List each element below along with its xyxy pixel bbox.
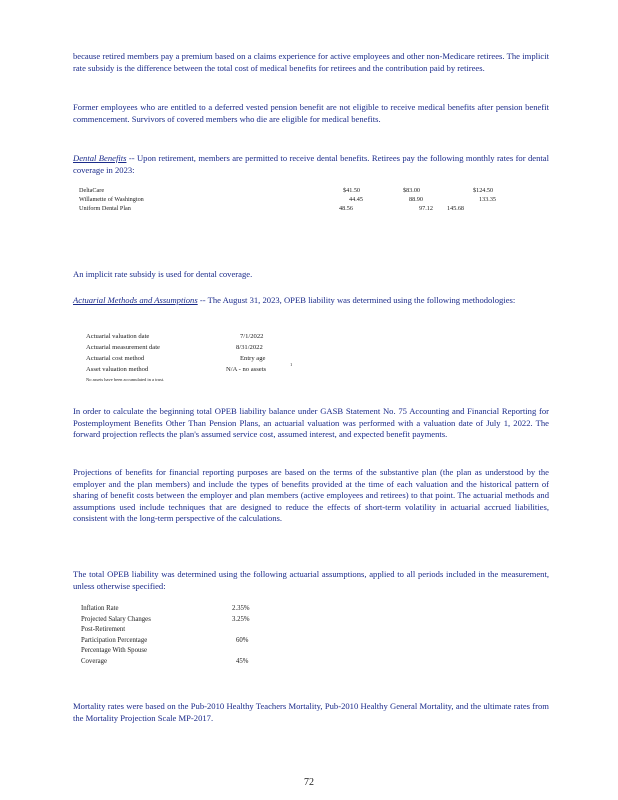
method-label: Asset valuation method [86, 366, 149, 373]
rate-cell: 44.45 [349, 196, 363, 203]
methodologies-table [86, 333, 346, 385]
method-value: N/A - no assets [226, 366, 267, 373]
table-row [79, 205, 519, 214]
assumption-label: Participation Percentage [81, 636, 148, 644]
table-row [86, 333, 346, 344]
table-row [79, 187, 519, 196]
paragraph-text: In order to calculate the beginning total OPEB liability balance under GASB Statement No. 75 Accounting and Financial Reporting for Postemployment Benefits Other Than Pension Plans, an actuarial valuation was performed with a valuation date of July 1, 2022. The forward projection reflects the plan's assumed service cost, assumed interest, and expected benefit payments. [73, 406, 549, 439]
paragraph-mortality [73, 701, 549, 724]
paragraph-projections [73, 467, 549, 525]
plan-name: DeltaCare [79, 187, 105, 194]
rate-cell: 97.12 [419, 205, 433, 212]
paragraph-implicit-subsidy [73, 51, 549, 74]
paragraph-text: Former employees who are entitled to a deferred vested pension benefit are not eligible to receive medical benefits after pension benefit commencement. Survivors of covered members who die are eligible for medical benefits. [73, 102, 549, 124]
method-value: Entry age [240, 355, 266, 362]
assumption-label: Inflation Rate [81, 605, 119, 612]
assumption-value: 2.35% [232, 605, 250, 612]
table-row [81, 616, 281, 627]
table-row [79, 196, 519, 205]
rate-cell: 48.56 [339, 205, 353, 212]
paragraph-text: -- Upon retirement, members are permitted to receive dental benefits. Retirees pay the following monthly rates for dental coverage in 2023: [73, 153, 549, 175]
rate-cell: 133.35 [479, 196, 497, 203]
paragraph-dental-benefits [73, 153, 549, 176]
footnote-text: No assets have been accumulated in a trust. [86, 377, 165, 382]
footnote-marker: 1 [290, 362, 293, 367]
rate-cell: $124.50 [473, 187, 494, 194]
table-row [86, 362, 346, 377]
method-value: 7/1/2022 [240, 333, 264, 340]
assumption-value: 45% [236, 657, 249, 665]
assumption-value: 60% [236, 636, 249, 644]
paragraph-text: Projections of benefits for financial reporting purposes are based on the terms of the substantive plan (the plan as understood by the employer and the plan members) and include the types of benefits provided at the time of each valuation and the historical pattern of sharing of benefit costs between the employer and plan members (active employees and retirees) to that point. The actuarial methods and assumptions used include techniques that are designed to reduce the effects of short-term volatility in actuarial accrued liabilities, consistent with the long-term perspective of the calculations. [73, 467, 549, 523]
paragraph-actuarial-methods [73, 295, 549, 307]
paragraph-text: -- The August 31, 2023, OPEB liability was determined using the following methodologies: [197, 295, 516, 305]
paragraph-total-opeb [73, 569, 549, 592]
table-row [81, 605, 281, 616]
assumptions-table [81, 605, 281, 669]
rate-cell: $41.50 [343, 187, 361, 194]
table-row [86, 344, 346, 355]
paragraph-dental-subsidy [73, 269, 549, 281]
methodologies-footnote [86, 377, 346, 385]
paragraph-text: An implicit rate subsidy is used for dental coverage. [73, 269, 253, 279]
method-value: 8/31/2022 [236, 344, 263, 351]
assumption-label: Coverage [81, 657, 108, 665]
table-row [81, 647, 281, 658]
rate-cell: 145.68 [447, 205, 465, 212]
table-row [81, 637, 281, 648]
assumption-label: Post-Retirement [81, 626, 126, 634]
assumption-value: 3.25% [232, 615, 250, 623]
table-row [86, 355, 346, 366]
actuarial-methods-heading: Actuarial Methods and Assumptions [73, 295, 198, 305]
page-number: 72 [304, 777, 314, 788]
paragraph-former-employees [73, 102, 549, 125]
table-row [81, 626, 281, 637]
method-label: Actuarial valuation date [86, 333, 150, 340]
assumption-label: Percentage With Spouse [81, 647, 148, 655]
dental-benefits-heading: Dental Benefits [73, 153, 127, 163]
paragraph-gasb-valuation [73, 406, 549, 441]
rate-cell: $83.00 [403, 187, 421, 194]
paragraph-text: The total OPEB liability was determined using the following actuarial assumptions, applied to all periods included in the measurement, unless otherwise specified: [73, 569, 549, 591]
paragraph-text: because retired members pay a premium based on a claims experience for active employees and other non-Medicare retirees. The implicit rate subsidy is the difference between the total cost of medical benefits for retirees and the contribution paid by retirees. [73, 51, 549, 73]
method-label: Actuarial measurement date [86, 344, 160, 351]
table-row [81, 658, 281, 669]
paragraph-text: Mortality rates were based on the Pub-2010 Healthy Teachers Mortality, Pub-2010 Healthy General Mortality, and the ultimate rates from the Mortality Projection Scale MP-2017. [73, 701, 549, 723]
rate-cell: 88.90 [409, 196, 423, 203]
plan-name: Willamette of Washington [79, 196, 144, 203]
plan-name: Uniform Dental Plan [79, 205, 131, 212]
dental-rates-table [79, 187, 519, 214]
method-label: Actuarial cost method [86, 355, 145, 362]
assumption-label: Projected Salary Changes [81, 615, 151, 623]
